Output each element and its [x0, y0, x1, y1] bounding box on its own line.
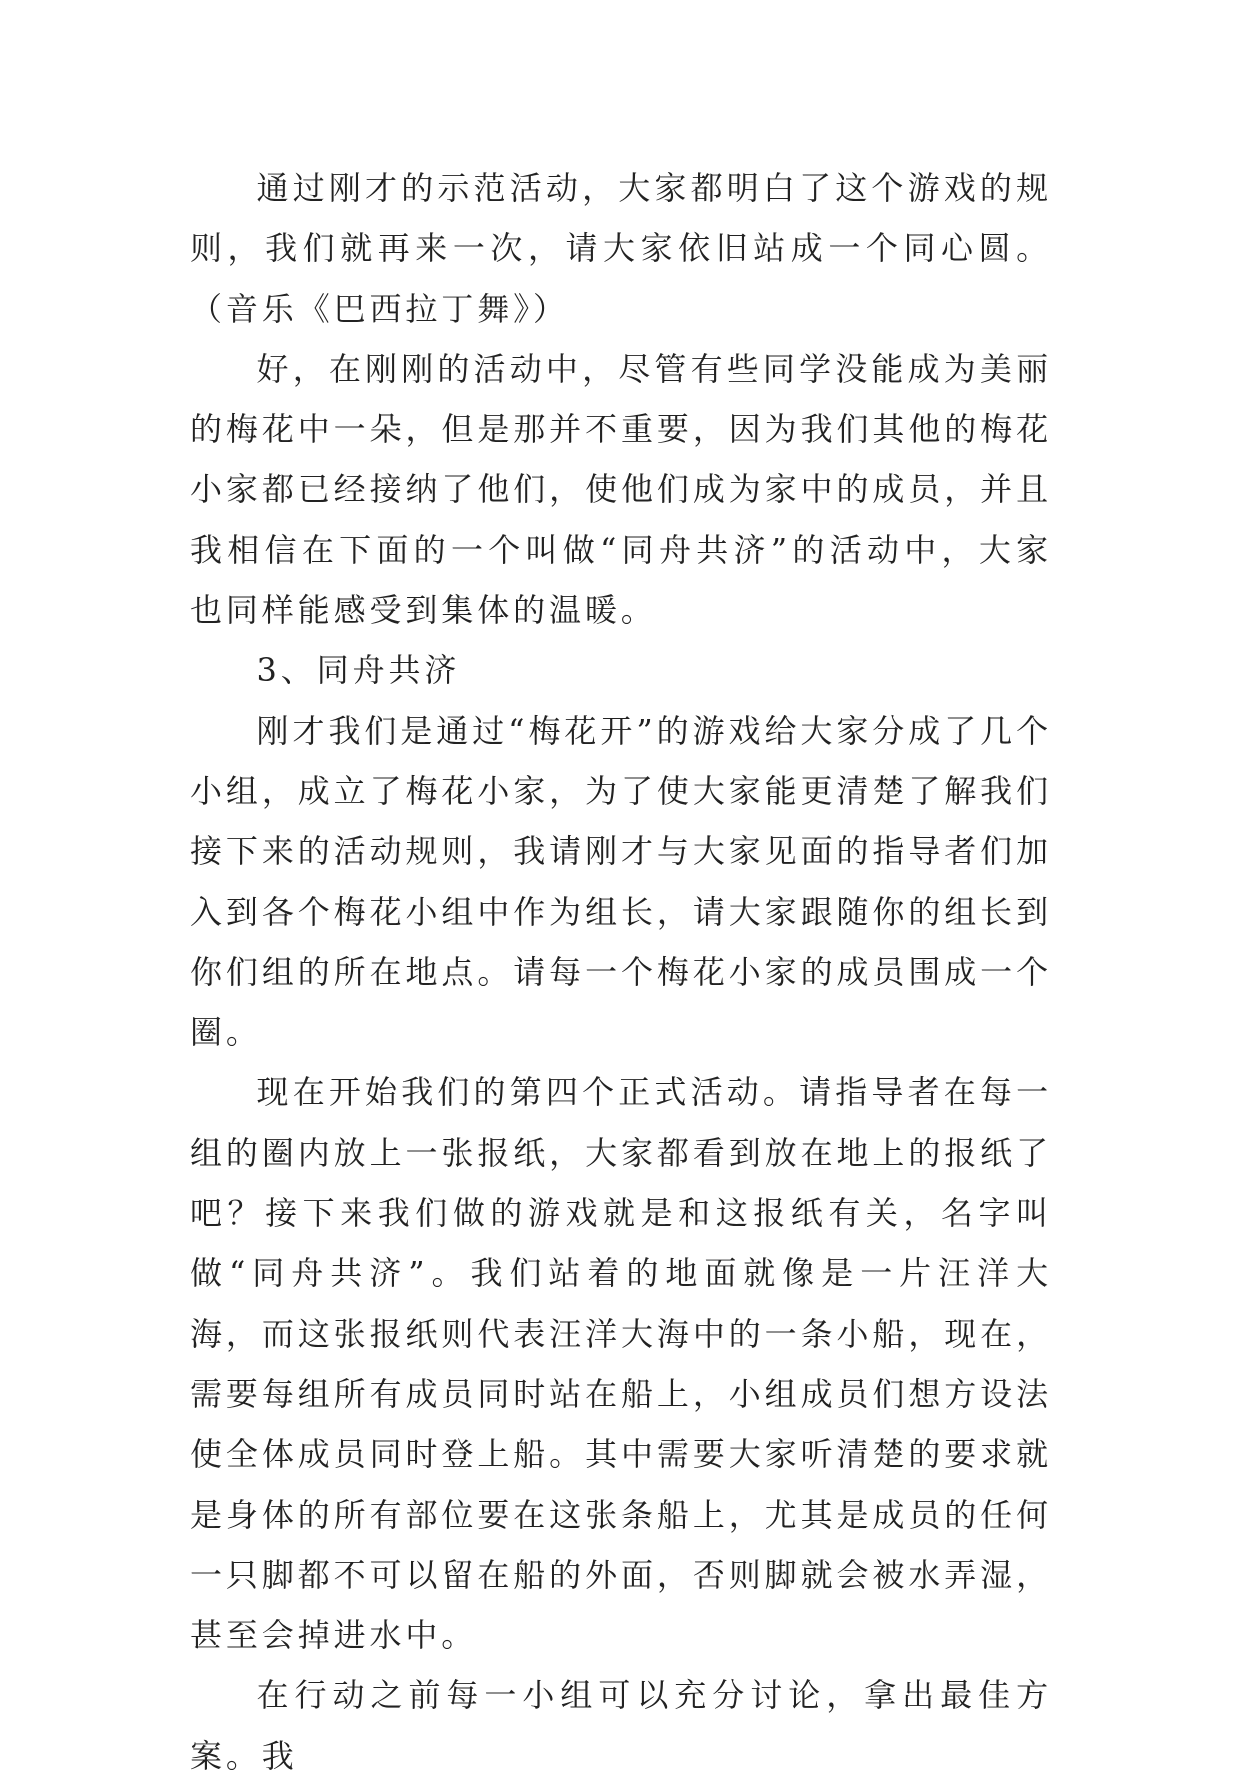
- paragraph-group-intro: 刚才我们是通过“梅花开”的游戏给大家分成了几个小组，成立了梅花小家，为了使大家能更清楚了解我们接下来的活动规则，我请刚才与大家见面的指导者们加入到各个梅花小组中作为组长，请大家跟随你的组长到你们组的所在地点。请每一个梅花小家的成员围成一个圈。: [190, 711, 1052, 1052]
- paragraph-activity-rules: 现在开始我们的第四个正式活动。请指导者在每一组的圈内放上一张报纸，大家都看到放在地上的报纸了吧？接下来我们做的游戏就是和这报纸有关，名字叫做“同舟共济”。我们站着的地面就像是一片汪洋大海，而这张报纸则代表汪洋大海中的一条小船，现在，需要每组所有成员同时站在船上，小组成员们想方设法使全体成员同时登上船。其中需要大家听清楚的要求就是身体的所有部位要在这张条船上，尤其是成员的任何一只脚都不可以留在船的外面，否则脚就会被水弄湿，甚至会掉进水中。: [190, 1073, 1052, 1655]
- document-body: [190, 158, 1052, 1786]
- paragraph-discussion: 在行动之前每一小组可以充分讨论，拿出最佳方案。我: [190, 1676, 1052, 1775]
- paragraph-demo-recap: 通过刚才的示范活动，大家都明白了这个游戏的规则，我们就再来一次，请大家依旧站成一个同心圆。（音乐《巴西拉丁舞》）: [190, 169, 1052, 328]
- paragraph-plum-family: 好，在刚刚的活动中，尽管有些同学没能成为美丽的梅花中一朵，但是那并不重要，因为我们其他的梅花小家都已经接纳了他们，使他们成为家中的成员，并且我相信在下面的一个叫做“同舟共济”的活动中，大家也同样能感受到集体的温暖。: [190, 349, 1052, 630]
- section-heading: 3、同舟共济: [256, 651, 461, 690]
